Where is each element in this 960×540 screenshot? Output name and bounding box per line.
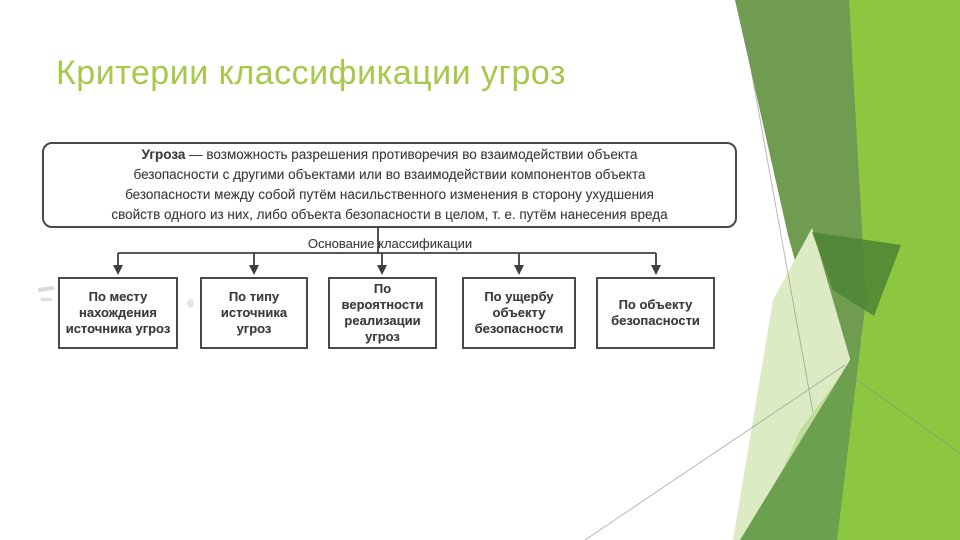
scan-artifact	[187, 299, 194, 308]
definition-line: безопасности с другими объектами или во взаимодействии компонентов объекта	[133, 167, 646, 182]
definition-line: свойств одного из них, либо объекта безопасности в целом, т. е. путём нанесения вреда	[111, 207, 668, 222]
category-box-object: По объекту безопасности	[596, 277, 715, 349]
branch-label: Основание классификации	[307, 236, 473, 251]
category-box-location: По месту нахождения источника угроз	[58, 277, 178, 349]
definition-term: Угроза	[141, 147, 186, 162]
definition-line	[44, 145, 735, 165]
category-box-source-type: По типу источника угроз	[200, 277, 308, 349]
category-box-probability: По вероятности реализации угроз	[328, 277, 437, 349]
scan-artifact	[41, 298, 52, 301]
page-title: Критерии классификации угроз	[56, 54, 566, 92]
definition-line: безопасности между собой путём насильственного изменения в сторону ухудшения	[125, 187, 654, 202]
category-box-damage: По ущербу объекту безопасности	[462, 277, 576, 349]
definition-line1-text: — возможность разрешения противоречия во взаимодействии объекта	[185, 147, 638, 162]
definition-box	[42, 142, 737, 228]
